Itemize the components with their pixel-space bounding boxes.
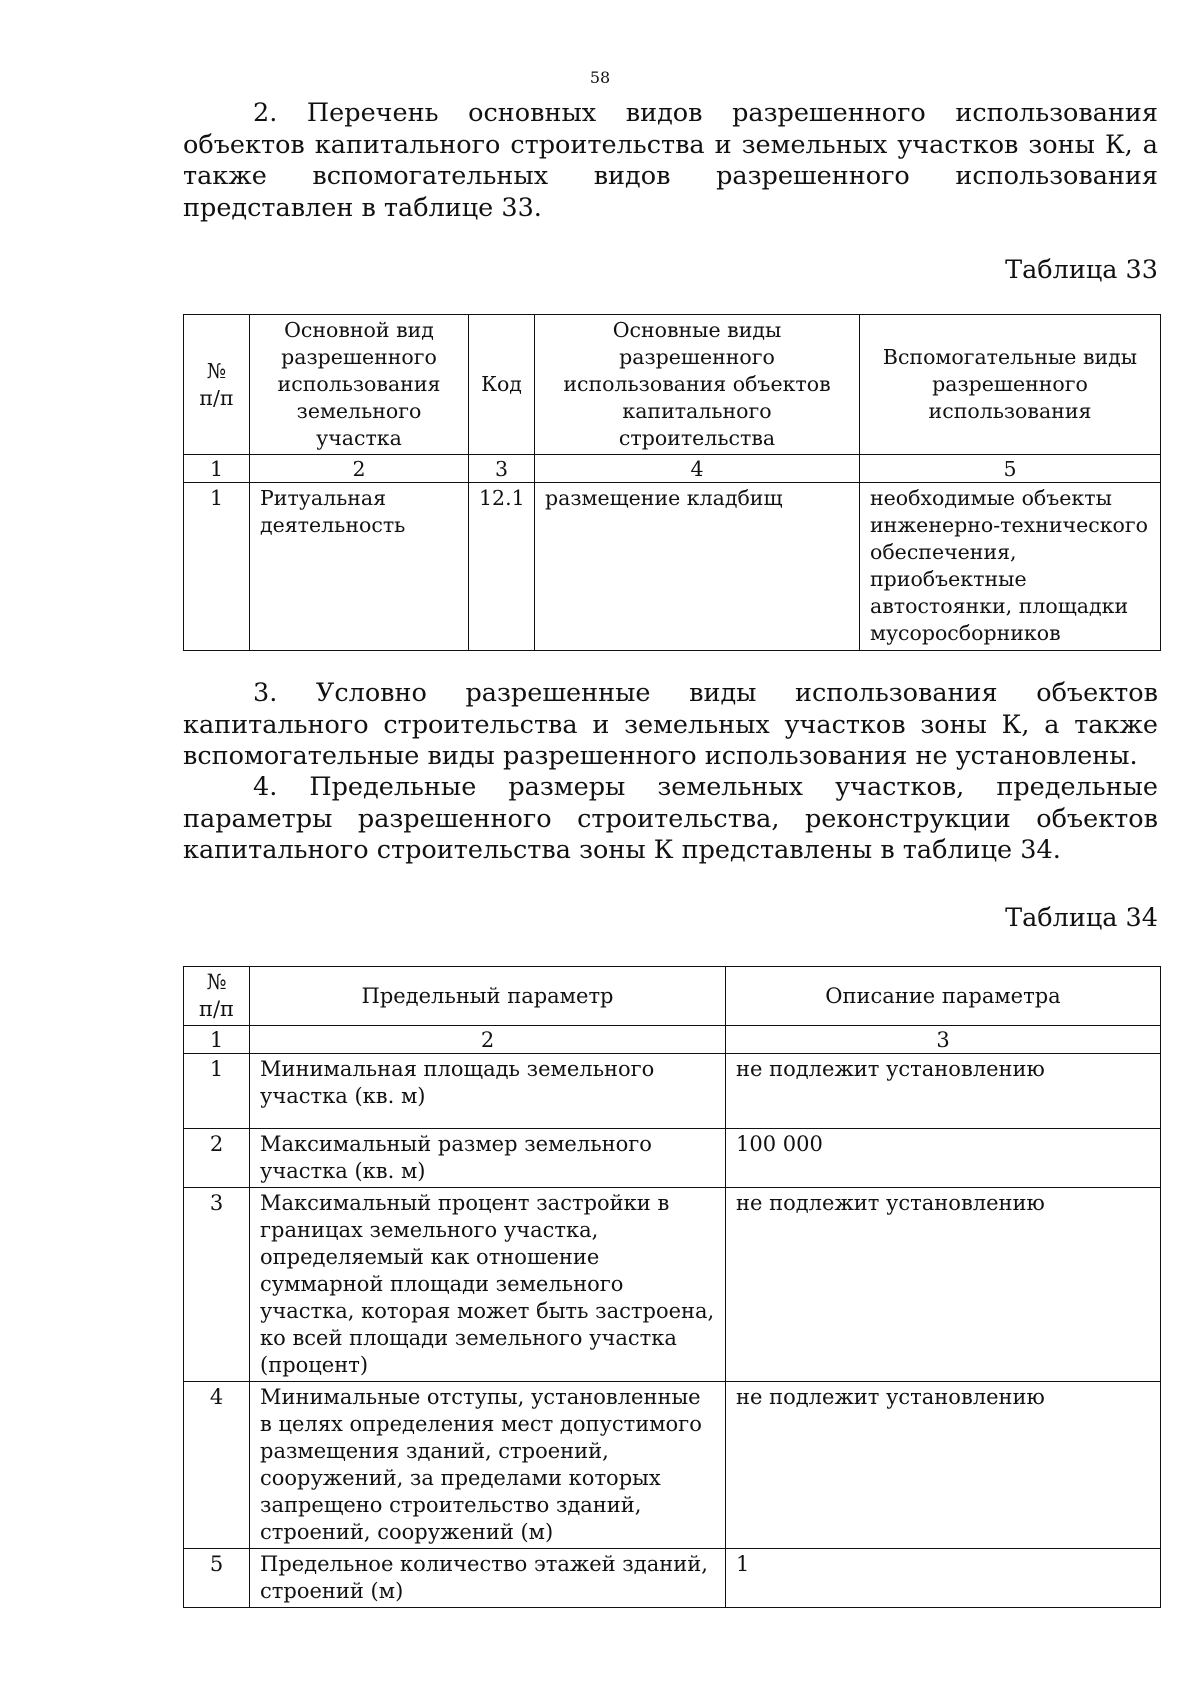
paragraph-4 [183, 772, 1158, 867]
paragraph-4-text: 4. Предельные размеры земельных участков, предельные параметры разрешенного строительства, реконструкции объектов капитального строительства зоны К представлены в таблице 34. [183, 772, 1158, 865]
paragraph-3-text: 3. Условно разрешенные виды использования объектов капитального строительства и земельных участков зоны К, а также вспомогательные виды разрешенного использования не установлены. [183, 678, 1158, 771]
table-33-header-capital-uses: Основные виды разрешенного использования объектов капитального строительства [535, 315, 860, 455]
table-row [184, 1129, 1161, 1188]
table-34-cell-desc: не подлежит установлению [726, 1382, 1161, 1549]
table-34-cell-param: Предельное количество этажей зданий, строений (м) [250, 1549, 726, 1608]
table-33-header-main-type: Основной вид разрешенного использования земельного участка [250, 315, 469, 455]
table-34-cell-param: Минимальные отступы, установленные в целях определения мест допустимого размещения зданий, строений, сооружений, за пределами которых запрещено строительство зданий, строений, сооружений (м) [250, 1382, 726, 1549]
table-33-header-auxiliary-uses: Вспомогательные виды разрешенного использования [860, 315, 1161, 455]
table-34 [183, 966, 1161, 1608]
table-33-colnum: 2 [250, 455, 469, 483]
table-34-cell-param: Максимальный размер земельного участка (кв. м) [250, 1129, 726, 1188]
table-34-cell-param: Максимальный процент застройки в границах земельного участка, определяемый как отношение суммарной площади земельного участка, которая может быть застроена, ко всей площади земельного участка (процент) [250, 1188, 726, 1382]
paragraph-2-text: 2. Перечень основных видов разрешенного использования объектов капитального строительства и земельных участков зоны К, а также вспомогательных видов разрешенного использования представлен в таблице 33. [183, 98, 1158, 223]
table-34-cell-num: 2 [184, 1129, 250, 1188]
table-34-cell-param: Минимальная площадь земельного участка (кв. м) [250, 1054, 726, 1129]
table-34-colnum: 2 [250, 1026, 726, 1054]
table-34-cell-desc: 1 [726, 1549, 1161, 1608]
table-33-cell-num: 1 [184, 483, 250, 651]
table-33-colnum: 4 [535, 455, 860, 483]
table-33-cell-auxiliary-uses: необходимые объекты инженерно-технического обеспечения, приобъектные автостоянки, площадки мусоросборников [860, 483, 1161, 651]
table-34-caption: Таблица 34 [1005, 903, 1158, 933]
table-row [184, 483, 1161, 651]
table-34-cell-num: 1 [184, 1054, 250, 1129]
table-33-colnum: 1 [184, 455, 250, 483]
table-34-header-num: № п/п [184, 967, 250, 1026]
table-33-colnum: 5 [860, 455, 1161, 483]
table-33-cell-code: 12.1 [469, 483, 535, 651]
table-33-cell-main-type: Ритуальная деятельность [250, 483, 469, 651]
table-row [184, 1188, 1161, 1382]
table-33-cell-capital-uses: размещение кладбищ [535, 483, 860, 651]
table-row [184, 1382, 1161, 1549]
table-33-colnum: 3 [469, 455, 535, 483]
table-33 [183, 314, 1161, 651]
table-33-caption: Таблица 33 [1005, 255, 1158, 285]
table-34-cell-desc: 100 000 [726, 1129, 1161, 1188]
table-row [184, 1549, 1161, 1608]
paragraph-2 [183, 98, 1158, 224]
table-34-cell-num: 3 [184, 1188, 250, 1382]
table-34-header-param: Предельный параметр [250, 967, 726, 1026]
table-34-cell-num: 4 [184, 1382, 250, 1549]
table-34-cell-desc: не подлежит установлению [726, 1188, 1161, 1382]
table-34-colnum: 1 [184, 1026, 250, 1054]
page-number: 58 [589, 68, 611, 87]
table-33-header-code: Код [469, 315, 535, 455]
paragraph-3 [183, 678, 1158, 773]
table-34-colnum: 3 [726, 1026, 1161, 1054]
table-34-cell-desc: не подлежит установлению [726, 1054, 1161, 1129]
table-34-cell-num: 5 [184, 1549, 250, 1608]
table-34-header-desc: Описание параметра [726, 967, 1161, 1026]
table-row [184, 1054, 1161, 1129]
table-33-header-num: № п/п [184, 315, 250, 455]
